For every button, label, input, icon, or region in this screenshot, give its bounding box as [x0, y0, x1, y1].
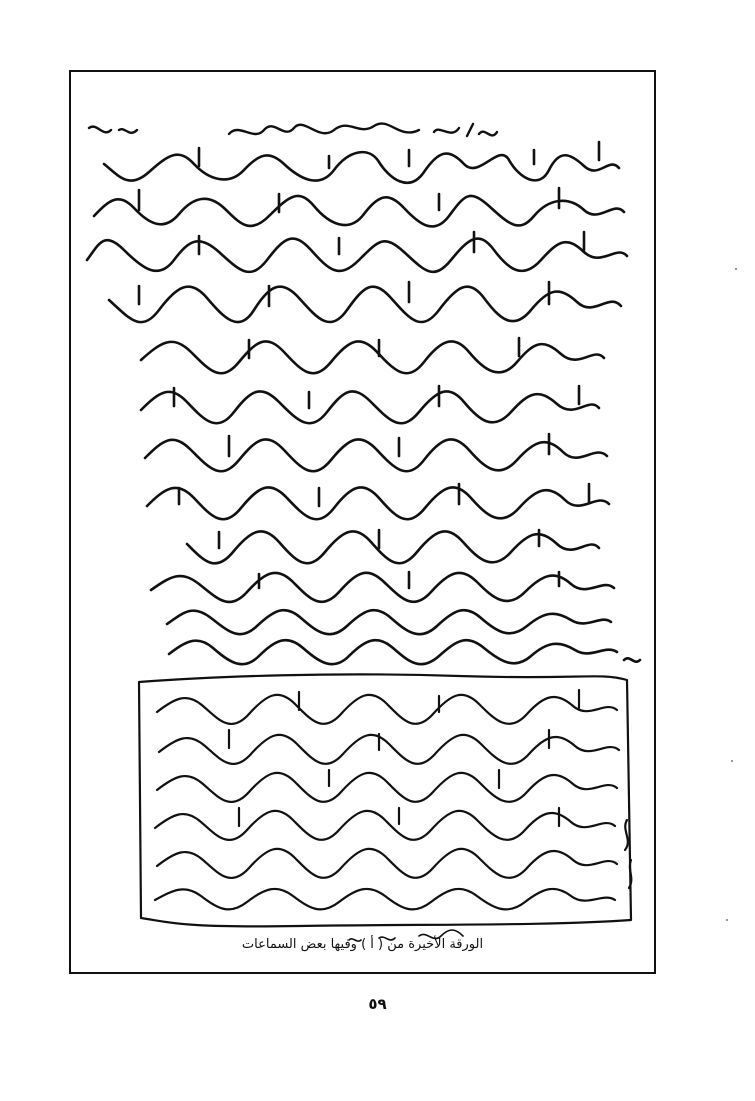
- manuscript-header-scribble: [89, 124, 497, 136]
- facsimile-frame: [69, 70, 656, 974]
- scan-speck: [735, 268, 737, 270]
- figure-caption: الورقة الأخيرة من ( أ ) وفيها بعض السماعات: [241, 937, 484, 952]
- handwritten-manuscript-image: [79, 120, 648, 970]
- manuscript-text-lines: [87, 142, 640, 664]
- manuscript-certificate-block: [139, 674, 631, 926]
- scan-speck: [726, 919, 728, 921]
- scan-speck: [731, 760, 733, 762]
- page-number: ٥٩: [368, 995, 387, 1013]
